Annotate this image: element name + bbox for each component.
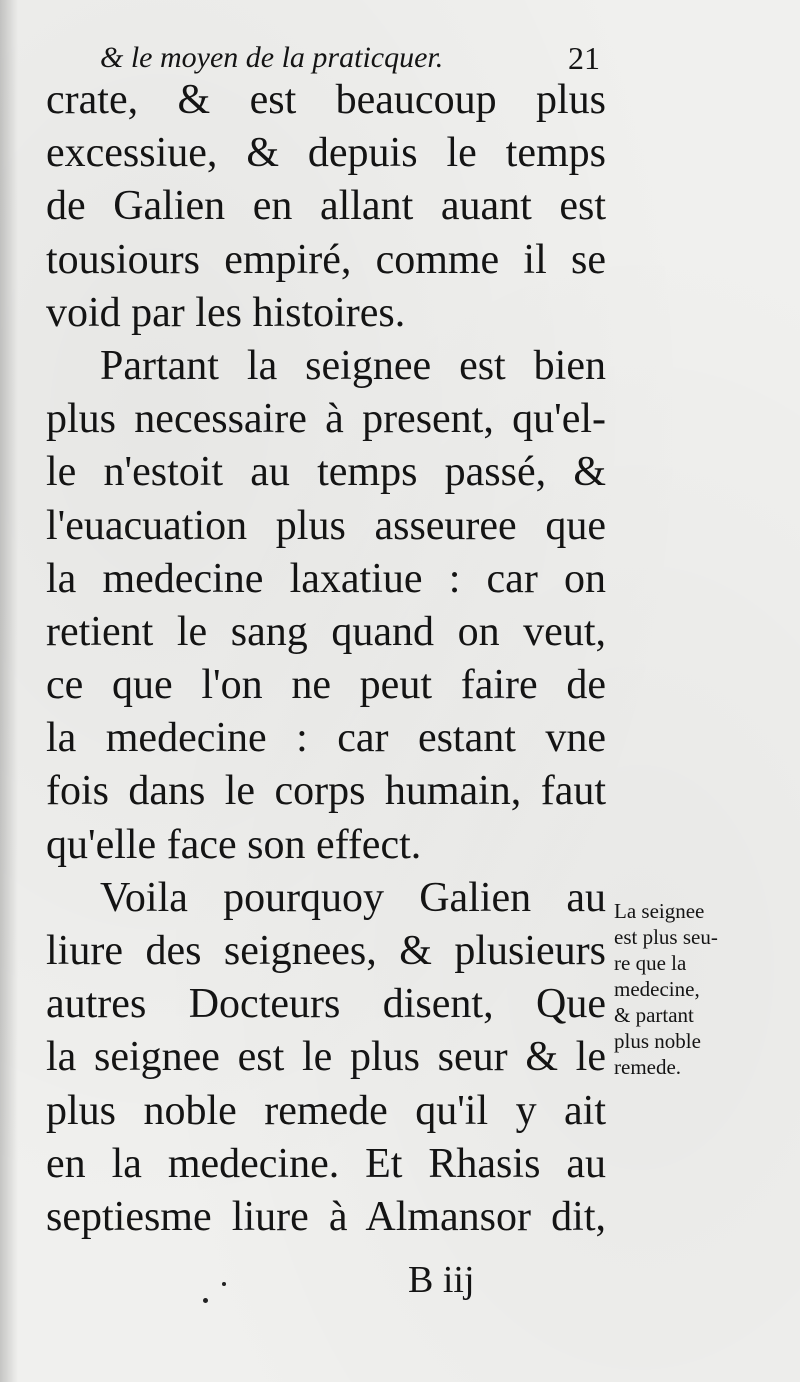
text-line: plus necessaire à present, qu'el- — [46, 396, 606, 443]
text-line: la medecine laxatiue : car on — [46, 555, 606, 602]
text-line: Partant la seignee est bien — [100, 342, 606, 389]
text-line: retient le sang quand on veut, — [46, 608, 606, 655]
marginal-note-line: est plus seu- — [614, 925, 718, 949]
text-line: tousiours empiré, comme il se — [46, 236, 606, 283]
text-line: Voila pourquoy Galien au — [100, 874, 606, 921]
text-line: qu'elle face son effect. — [46, 821, 422, 868]
text-line: autres Docteurs disent, Que — [46, 981, 606, 1028]
text-line: liure des seignees, & plusieurs — [46, 928, 606, 974]
marginal-note — [614, 898, 764, 1080]
text-line: l'euacuation plus asseuree que — [46, 502, 606, 549]
marginal-note-line: remede. — [614, 1055, 682, 1079]
text-line: septiesme liure à Almansor dit, — [46, 1193, 606, 1240]
text-line: en la medecine. Et Rhasis au — [46, 1140, 606, 1187]
body-text — [46, 74, 606, 1244]
signature-mark: B iij — [408, 1259, 475, 1301]
ink-speck — [203, 1298, 208, 1303]
text-line: excessiue, & depuis le temps — [46, 130, 606, 177]
text-line: le n'estoit au temps passé, & — [46, 449, 606, 496]
marginal-note-line: re que la — [614, 951, 687, 975]
ink-speck — [222, 1282, 226, 1286]
text-line: crate, & est beaucoup plus — [46, 77, 606, 123]
text-line: void par les histoires. — [46, 289, 406, 336]
text-line: fois dans le corps humain, faut — [46, 768, 606, 815]
text-line: plus noble remede qu'il y ait — [46, 1087, 606, 1134]
marginal-note-line: plus noble — [614, 1029, 701, 1053]
page-number: 21 — [568, 40, 600, 76]
text-line: la seignee est le plus seur & le — [46, 1034, 606, 1081]
text-line: de Galien en allant auant est — [46, 183, 606, 230]
gutter-shadow — [0, 0, 18, 1382]
marginal-note-line: & partant — [614, 1003, 694, 1027]
marginal-note-line: medecine, — [614, 977, 700, 1001]
text-line: ce que l'on ne peut faire de — [46, 662, 606, 709]
running-head-title: & le moyen de la praticquer. — [100, 41, 444, 74]
marginal-note-line: La seignee — [614, 899, 705, 923]
text-line: la medecine : car estant vne — [46, 715, 606, 762]
